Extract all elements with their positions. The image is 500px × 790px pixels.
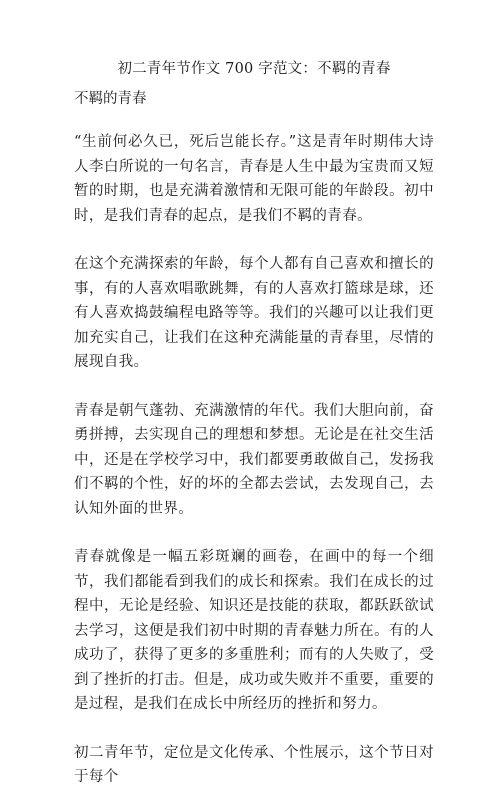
document-title: 初二青年节作文 700 字范文：不羁的青春 — [117, 61, 391, 77]
paragraph-5: 初二青年节，定位是文化传承、个性展示，这个节日对于每个 — [74, 744, 434, 785]
paragraph-1: “生前何必久已，死后岂能长存。”这是青年时期伟大诗人李白所说的一句名言，青春是人生中最为宝贵而又短暂的时期，也是充满着激情和无限可能的年龄段。初中时，是我们青春的起点，是我们不羁的青春。 — [74, 134, 434, 224]
paragraph-4: 青春就像是一幅五彩斑斓的画卷，在画中的每一个细节，我们都能看到我们的成长和探索。我们在成长的过程中，无论是经验、知识还是技能的获取，都跃跃欲试去学习，这便是我们初中时期的青春魅力所在。有的人成功了，获得了更多的多重胜利；而有的人失败了，受到了挫折的打击。但是，成功或失败并不重要，重要的是过程，是我们在成长中所经历的挫折和努力。 — [74, 549, 434, 712]
paragraph-2: 在这个充满探索的年龄，每个人都有自己喜欢和擅长的事，有的人喜欢唱歌跳舞，有的人喜欢打篮球是球，还有人喜欢捣鼓编程电路等等。我们的兴趣可以让我们更加充实自己，让我们在这种充满能量的青春里，尽情的展现自我。 — [74, 256, 434, 370]
paragraph-3: 青春是朝气蓬勃、充满激情的年代。我们大胆向前，奋勇拼搏，去实现自己的理想和梦想。无论是在社交生活中，还是在学校学习中，我们都要勇敢做自己，发扬我们不羁的个性，好的坏的全都去尝试，去发现自己，去认知外面的世界。 — [74, 402, 434, 517]
document-subtitle: 不羁的青春 — [74, 91, 147, 107]
